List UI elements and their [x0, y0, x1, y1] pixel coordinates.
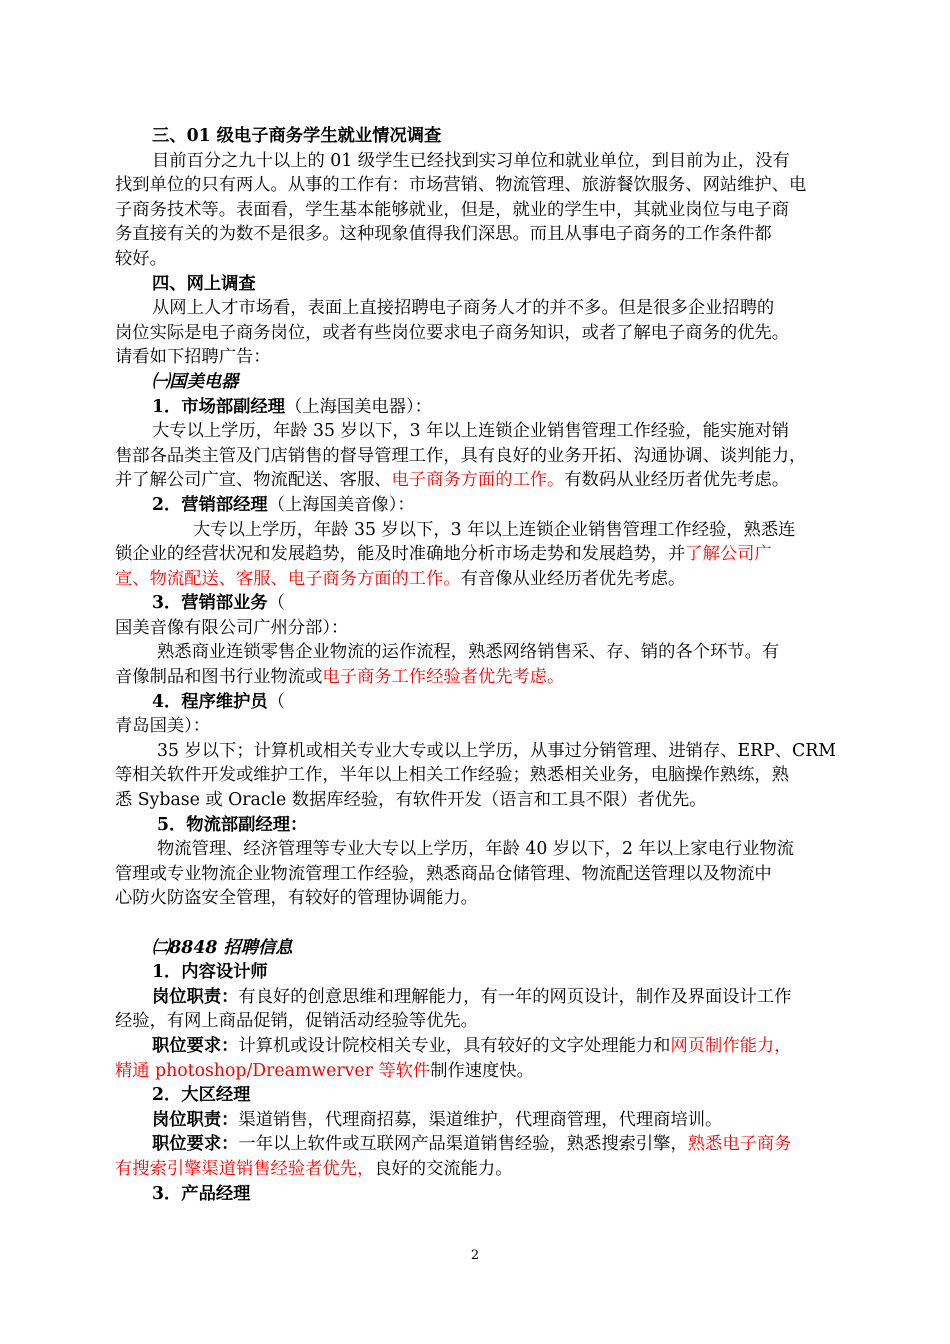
text-span: 锁企业的经营状况和发展趋势，能及时准确地分析市场走势和发展趋势，并	[115, 544, 686, 565]
paragraph-line: 悉 Sybase 或 Oracle 数据库经验，有软件开发（语言和工具不限）者优先。	[115, 790, 707, 811]
paragraph-line	[115, 985, 845, 1010]
highlight-text: 电子商务工作经验者优先考虑。	[322, 667, 565, 688]
paragraph-line	[115, 1157, 845, 1182]
text-span: 有数码从业经历者优先考虑。	[564, 470, 790, 491]
paragraph-line	[115, 1108, 845, 1133]
company-heading: ㈡8848 招聘信息	[152, 937, 293, 958]
job-note: （上海国美电器）：	[285, 396, 432, 417]
highlight-text: 精通 photoshop/Dreamwerver 等软件	[115, 1060, 431, 1081]
job-title: 1．市场部副经理	[152, 396, 285, 417]
paragraph-line: 子商务技术等。表面看，学生基本能够就业，但是，就业的学生中，其就业岗位与电子商	[115, 199, 789, 220]
paragraph-line: 心防火防盗安全管理，有较好的管理协调能力。	[115, 888, 478, 909]
job-note-line: 青岛国美）：	[115, 716, 211, 737]
job-title-line	[115, 591, 845, 616]
highlight-text: 网页制作能力，	[670, 1035, 792, 1056]
text-span: 制作速度快。	[430, 1060, 534, 1081]
paragraph-line: 务直接有关的为数不是很多。这种现象值得我们深思。而且从事电子商务的工作条件都	[115, 224, 772, 245]
paragraph-line: 经验，有网上商品促销，促销活动经验等优先。	[115, 1011, 478, 1032]
paragraph-line	[115, 468, 845, 493]
paragraph-line: 目前百分之九十以上的 01 级学生已经找到实习单位和就业单位，到目前为止，没有	[152, 150, 790, 171]
job-note-line: 国美音像有限公司广州分部）：	[115, 617, 349, 638]
job-title-line	[115, 395, 845, 420]
paragraph-line: 物流管理、经济管理等专业大专以上学历，年龄 40 岁以下，2 年以上家电行业物流	[157, 839, 795, 860]
job-title: 1．内容设计师	[152, 962, 268, 983]
text-span: 计算机或设计院校相关专业，具有较好的文字处理能力和	[238, 1035, 671, 1056]
section-heading: 四、网上调查	[152, 273, 256, 294]
paragraph-line	[115, 542, 845, 567]
highlight-text: 有搜索引擎渠道销售经验者优先，	[115, 1158, 375, 1179]
section-heading: 三、01 级电子商务学生就业情况调查	[152, 126, 442, 146]
paragraph-line: 大专以上学历，年龄 35 岁以下，3 年以上连锁企业销售管理工作经验，熟悉连	[193, 519, 796, 540]
text-span: 一年以上软件或互联网产品渠道销售经验，熟悉搜索引擎，	[238, 1134, 688, 1155]
paragraph-line: 找到单位的只有两人。从事的工作有：市场营销、物流管理、旅游餐饮服务、网站维护、电	[115, 175, 807, 196]
paragraph-line: 管理或专业物流企业物流管理工作经验，熟悉商品仓储管理、物流配送管理以及物流中	[115, 863, 772, 884]
job-title: 5．物流部副经理：	[157, 814, 308, 835]
text-span: 渠道销售，代理商招募，渠道维护，代理商管理，代理商培训。	[238, 1109, 723, 1130]
job-title-line	[115, 493, 845, 518]
highlight-text: 宣、物流配送、客服、电子商务方面的工作。	[115, 568, 461, 589]
paragraph-line: 请看如下招聘广告：	[115, 347, 271, 368]
text-span: 音像制品和图书行业物流或	[115, 667, 323, 688]
job-note: （上海国美音像）：	[267, 494, 415, 515]
paragraph-line: 熟悉商业连锁零售企业物流的运作流程，熟悉网络销售采、存、销的各个环节。有	[157, 642, 780, 663]
paragraph-line	[115, 567, 845, 592]
job-title: 3．营销部业务	[152, 593, 268, 614]
job-title-line	[115, 690, 845, 715]
job-note: （	[267, 691, 286, 712]
text-span: 良好的交流能力。	[374, 1158, 513, 1179]
job-title: 4．程序维护员	[152, 691, 268, 712]
paragraph-line	[115, 1034, 845, 1059]
paragraph-line	[115, 1132, 845, 1157]
highlight-text: 电子商务方面的工作。	[391, 470, 565, 491]
job-title: 2．大区经理	[152, 1085, 251, 1106]
job-title: 2．营销部经理	[152, 494, 268, 515]
field-label: 职位要求：	[152, 1134, 239, 1155]
highlight-text: 了解公司广	[685, 544, 772, 565]
paragraph-line	[115, 1059, 845, 1084]
job-title: 3．产品经理	[152, 1183, 251, 1204]
highlight-text: 熟悉电子商务	[687, 1134, 792, 1155]
text-span: 有音像从业经历者优先考虑。	[460, 568, 686, 589]
paragraph-line: 等相关软件开发或维护工作，半年以上相关工作经验；熟悉相关业务，电脑操作熟练，熟	[115, 765, 789, 786]
text-span: 有良好的创意思维和理解能力，有一年的网页设计，制作及界面设计工作	[238, 986, 792, 1007]
field-label: 岗位职责：	[152, 986, 239, 1007]
company-heading: ㈠国美电器	[152, 371, 239, 392]
blank-line	[115, 911, 845, 936]
field-label: 职位要求：	[152, 1035, 239, 1056]
page-number: 2	[470, 1248, 480, 1263]
field-label: 岗位职责：	[152, 1109, 239, 1130]
paragraph-line	[115, 665, 845, 690]
paragraph-line: 大专以上学历，年龄 35 岁以下，3 年以上连锁企业销售管理工作经验，能实施对销	[152, 421, 790, 442]
job-note: （	[267, 593, 286, 614]
document-body	[115, 124, 845, 1206]
paragraph-line: 较好。	[115, 248, 167, 269]
text-span: 并了解公司广宣、物流配送、客服、	[115, 470, 392, 491]
paragraph-line: 35 岁以下；计算机或相关专业大专或以上学历，从事过分销管理、进销存、ERP、CRM	[157, 740, 836, 761]
paragraph-line: 岗位实际是电子商务岗位，或者有些岗位要求电子商务知识，或者了解电子商务的优先。	[115, 322, 789, 343]
paragraph-line: 售部各品类主管及门店销售的督导管理工作，具有良好的业务开拓、沟通协调、谈判能力，	[115, 445, 807, 466]
paragraph-line: 从网上人才市场看，表面上直接招聘电子商务人才的并不多。但是很多企业招聘的	[152, 298, 775, 319]
